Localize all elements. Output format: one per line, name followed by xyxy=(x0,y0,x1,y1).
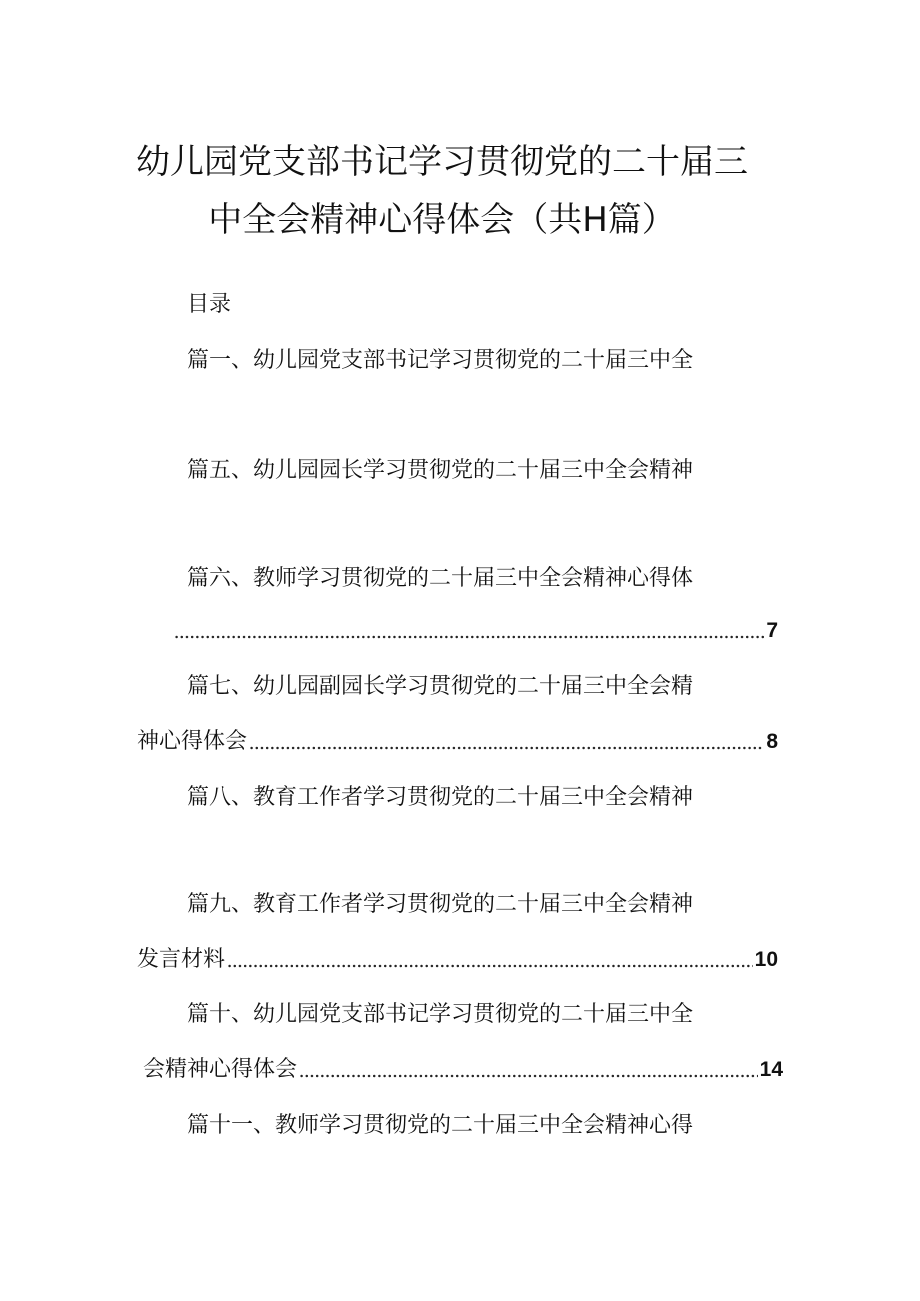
toc-entry-7-page-number: 8 xyxy=(766,730,778,753)
dot-leader xyxy=(299,1074,758,1078)
dot-leader xyxy=(249,746,764,750)
toc-entry-5[interactable]: 篇五、幼儿园园长学习贯彻党的二十届三中全会精神 xyxy=(187,458,694,483)
document-title-line-2: 中全会精神心得体会（共H篇） xyxy=(208,200,676,240)
toc-entry-9-continuation: 发言材料 xyxy=(137,947,226,972)
dot-leader xyxy=(174,635,764,639)
dot-leader xyxy=(227,964,753,968)
toc-entry-7-continuation: 神心得体会 xyxy=(137,729,248,754)
toc-entry-9[interactable]: 篇九、教育工作者学习贯彻党的二十届三中全会精神 xyxy=(187,892,694,917)
toc-entry-10-leader[interactable] xyxy=(143,1055,783,1085)
toc-entry-7-leader[interactable] xyxy=(137,727,778,757)
toc-entry-7[interactable]: 篇七、幼儿园副园长学习贯彻党的二十届三中全会精 xyxy=(187,674,694,699)
toc-entry-1[interactable]: 篇一、幼儿园党支部书记学习贯彻党的二十届三中全 xyxy=(187,348,694,373)
document-title-line-1: 幼儿园党支部书记学习贯彻党的二十届三 xyxy=(136,142,748,182)
toc-entry-8[interactable]: 篇八、教育工作者学习贯彻党的二十届三中全会精神 xyxy=(187,785,694,810)
toc-entry-10[interactable]: 篇十、幼儿园党支部书记学习贯彻党的二十届三中全 xyxy=(187,1002,694,1027)
toc-entry-11[interactable]: 篇十一、教师学习贯彻党的二十届三中全会精神心得 xyxy=(187,1113,694,1138)
toc-heading: 目录 xyxy=(187,292,232,317)
toc-entry-9-leader[interactable] xyxy=(137,945,778,975)
toc-entry-10-page-number: 14 xyxy=(759,1058,783,1081)
toc-entry-6[interactable]: 篇六、教师学习贯彻党的二十届三中全会精神心得体 xyxy=(187,566,694,591)
toc-entry-10-continuation: 会精神心得体会 xyxy=(143,1057,298,1082)
toc-entry-6-page-number: 7 xyxy=(766,619,778,642)
toc-entry-9-page-number: 10 xyxy=(754,948,778,971)
toc-entry-6-leader[interactable] xyxy=(172,616,778,646)
